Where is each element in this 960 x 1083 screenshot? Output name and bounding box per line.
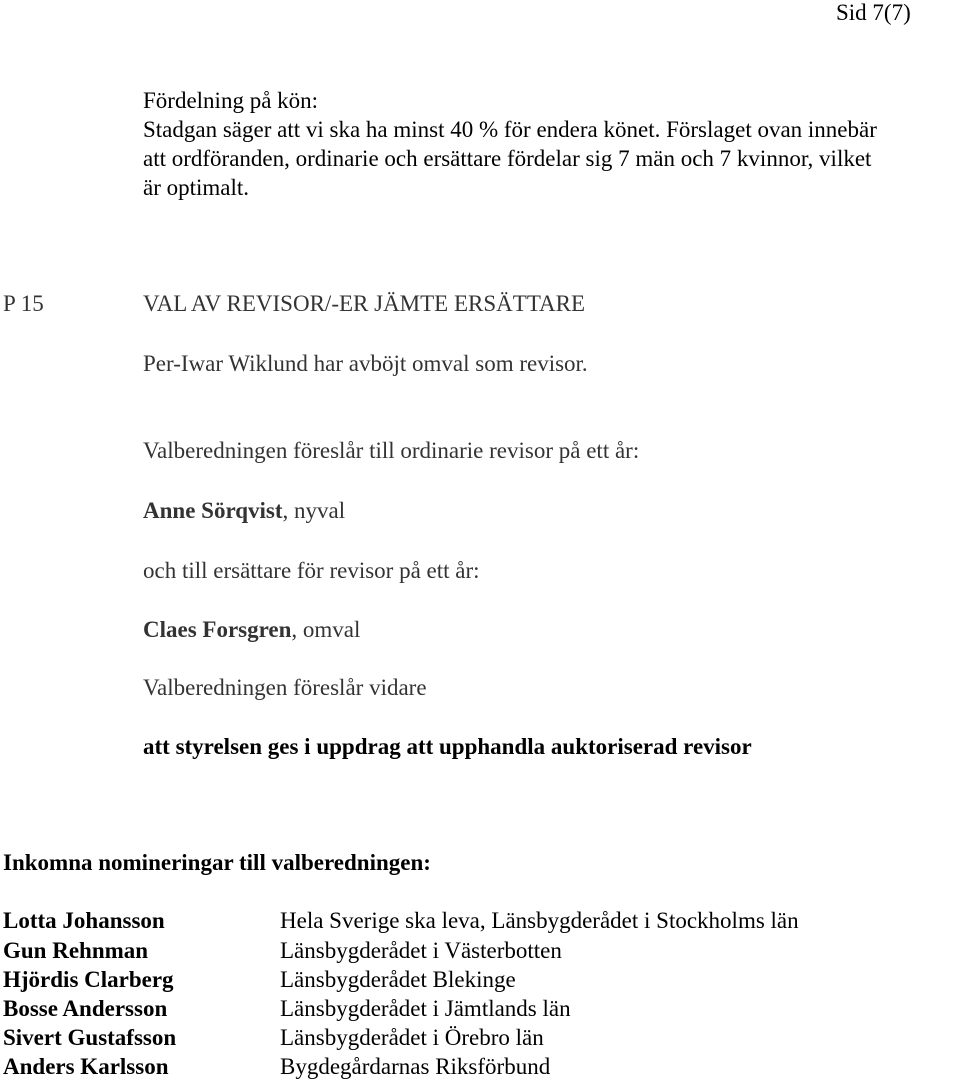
- nominee-name: Hjördis Clarberg: [3, 967, 174, 992]
- gender-heading: Fördelning på kön:: [143, 88, 319, 113]
- further-intro: Valberedningen föreslår vidare: [143, 675, 427, 700]
- declined-text: Per-Iwar Wiklund har avböjt omval som revisor.: [143, 351, 588, 376]
- nominee-name: Gun Rehnman: [3, 938, 149, 963]
- section-title: VAL AV REVISOR/-ER JÄMTE ERSÄTTARE: [143, 291, 586, 316]
- gender-text-line: är optimalt.: [143, 175, 250, 200]
- nominated-by: Länsbygderådet i Örebro län: [280, 1025, 544, 1050]
- nominated-by: Hela Sverige ska leva, Länsbygderådet i Stockholms län: [280, 908, 799, 933]
- auditor-status: , nyval: [282, 498, 346, 523]
- nominations-heading: Inkomna nomineringar till valberedningen:: [3, 850, 431, 875]
- nominated-by: Länsbygderådet i Västerbotten: [280, 938, 562, 963]
- auditor-name: Anne Sörqvist: [143, 498, 283, 523]
- deputy-proposal: [143, 615, 360, 644]
- nominee-name: Anders Karlsson: [3, 1054, 169, 1079]
- nominated-by: Länsbygderådet Blekinge: [280, 967, 516, 992]
- proposal-intro: Valberedningen föreslår till ordinarie revisor på ett år:: [143, 438, 640, 463]
- nominated-by: Bygdegårdarnas Riksförbund: [280, 1054, 551, 1079]
- page-number: Sid 7(7): [836, 0, 911, 25]
- gender-text-line: att ordföranden, ordinarie och ersättare fördelar sig 7 män och 7 kvinnor, vilket: [143, 146, 872, 171]
- nominee-name: Sivert Gustafsson: [3, 1025, 177, 1050]
- deputy-intro: och till ersättare för revisor på ett år:: [143, 558, 480, 583]
- nominated-by: Länsbygderådet i Jämtlands län: [280, 996, 571, 1021]
- nominee-name: Bosse Andersson: [3, 996, 168, 1021]
- section-number: P 15: [3, 291, 44, 316]
- deputy-name: Claes Forsgren: [143, 617, 292, 642]
- nominee-name: Lotta Johansson: [3, 908, 165, 933]
- auditor-proposal: [143, 496, 345, 525]
- deputy-status: , omval: [291, 617, 361, 642]
- gender-text-line: Stadgan säger att vi ska ha minst 40 % för endera könet. Förslaget ovan innebär: [143, 117, 877, 142]
- further-proposal: att styrelsen ges i uppdrag att upphandla auktoriserad revisor: [143, 734, 752, 759]
